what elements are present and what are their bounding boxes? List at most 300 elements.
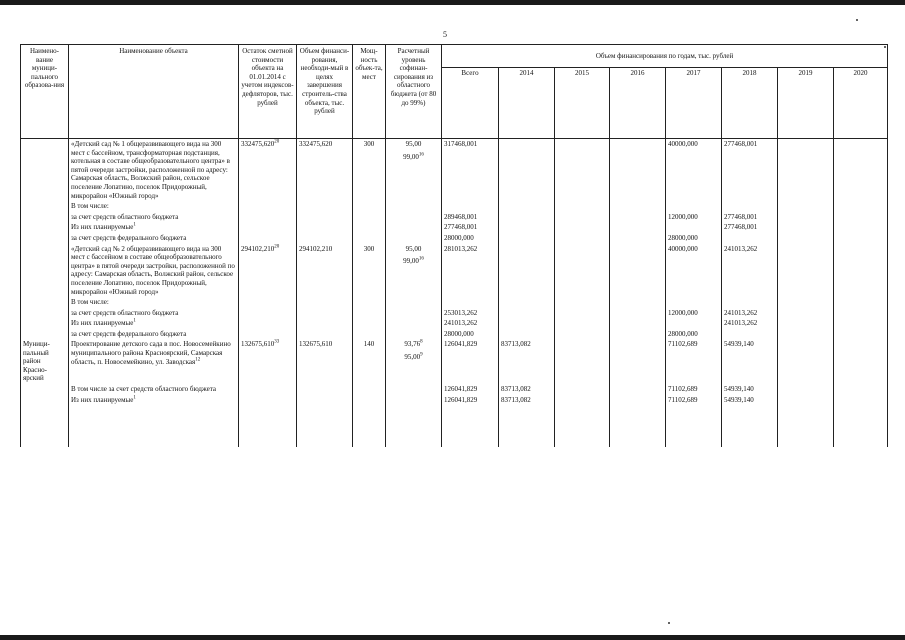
municipality-cell: [21, 318, 69, 329]
object-name-cell: [69, 222, 239, 233]
header-capacity: Мощ-ность объек-та, мест: [353, 45, 386, 139]
year-2015-cell: [555, 212, 610, 223]
object-name-text: за счет средств областного бюджета: [71, 308, 179, 317]
year-2017-text: 12000,000: [668, 308, 698, 317]
header-year-2017: 2017: [666, 68, 722, 139]
object-name-text: Проектирование детского сада в пос. Новосемейкино муниципального района Красноярский, Самарская область, п. Новосемейкино, ул. Заводская: [71, 340, 231, 366]
municipality-cell: [21, 244, 69, 298]
year-2018-cell: [722, 233, 778, 244]
object-name-cell: [69, 297, 239, 308]
municipality-text: Муници-пальный район Красно-ярский: [23, 340, 50, 383]
municipality-cell: [21, 339, 69, 384]
total-cell: [442, 308, 499, 319]
footnote-mark: 9: [420, 352, 423, 358]
object-name-cell: [69, 201, 239, 212]
year-2015-cell: [555, 384, 610, 395]
total-cell: [442, 384, 499, 395]
cofinancing-level-alt: [388, 257, 439, 266]
object-name-cell: [69, 395, 239, 406]
cofinancing-level-alt-text: 95,00: [404, 353, 421, 362]
year-2020-cell: [834, 212, 888, 223]
header-total: Всего: [442, 68, 499, 139]
municipality-cell: [21, 222, 69, 233]
header-year-2014: 2014: [499, 68, 555, 139]
table-row: [21, 201, 888, 212]
financing-table: [20, 44, 888, 447]
year-2014-cell: [499, 297, 555, 308]
total-text: 28000,000: [444, 233, 474, 242]
year-2014-cell: [499, 201, 555, 212]
year-2014-cell: [499, 395, 555, 406]
cofinancing-level-cell: [386, 384, 442, 395]
capacity-cell: [353, 395, 386, 406]
year-2014-text: 83713,082: [501, 340, 531, 349]
municipality-cell: [21, 329, 69, 340]
total-text: 241013,262: [444, 319, 478, 328]
year-2020-cell: [834, 329, 888, 340]
year-2020-cell: [834, 139, 888, 202]
table-row: [21, 297, 888, 308]
object-name-text: «Детский сад № 2 общеразвивающего вида на 300 мест с бассейном в составе общеобразовательного центра» в пятой очереди застройки, расположенной по адресу: Самарская область, Волжский район, сельское поселение Лопатино, поселок Придорожный, микрорайон «Южный город»: [71, 244, 235, 296]
year-2014-cell: [499, 244, 555, 298]
year-2017-text: 40000,000: [668, 244, 698, 253]
remaining-cost-cell: [239, 222, 297, 233]
municipality-cell: [21, 384, 69, 395]
empty-cell: [834, 405, 888, 447]
year-2018-text: 277468,001: [724, 212, 758, 221]
header-year-2016: 2016: [610, 68, 666, 139]
cofinancing-level-alt-text: 99,00: [403, 257, 419, 266]
year-2019-cell: [778, 222, 834, 233]
header-year-2019: 2019: [778, 68, 834, 139]
empty-cell: [297, 405, 353, 447]
object-name-cell: [69, 233, 239, 244]
remaining-cost-cell: [239, 339, 297, 384]
object-name-cell: [69, 139, 239, 202]
year-2018-text: 241013,262: [724, 308, 758, 317]
object-name-cell: [69, 212, 239, 223]
remaining-cost-text: 332475,620: [241, 140, 275, 148]
year-2014-cell: [499, 384, 555, 395]
cofinancing-level-alt-text: 99,00: [403, 152, 419, 161]
total-cell: [442, 244, 499, 298]
year-2018-text: 241013,262: [724, 319, 758, 328]
empty-cell: [353, 405, 386, 447]
footnote-mark: 20: [274, 244, 280, 250]
total-cell: [442, 212, 499, 223]
year-2018-cell: [722, 212, 778, 223]
year-2015-cell: [555, 395, 610, 406]
year-2015-cell: [555, 244, 610, 298]
year-2019-cell: [778, 384, 834, 395]
cofinancing-level-text: 95,00: [405, 140, 422, 148]
scan-speck: [668, 622, 670, 624]
table-body: [21, 139, 888, 448]
capacity-cell: [353, 339, 386, 384]
year-2019-cell: [778, 212, 834, 223]
capacity-cell: [353, 222, 386, 233]
year-2019-cell: [778, 308, 834, 319]
empty-cell: [778, 405, 834, 447]
year-2020-cell: [834, 384, 888, 395]
cofinancing-level-cell: [386, 212, 442, 223]
year-2016-cell: [610, 233, 666, 244]
total-text: 126041,829: [444, 340, 478, 349]
year-2014-cell: [499, 233, 555, 244]
municipality-cell: [21, 233, 69, 244]
footnote-mark: 33: [274, 340, 280, 346]
total-cell: [442, 222, 499, 233]
year-2017-text: 28000,000: [668, 329, 698, 338]
capacity-cell: [353, 244, 386, 298]
year-2020-cell: [834, 339, 888, 384]
total-text: 126041,829: [444, 384, 478, 393]
cofinancing-level-cell: [386, 318, 442, 329]
year-2020-cell: [834, 297, 888, 308]
year-2017-cell: [666, 222, 722, 233]
year-2014-cell: [499, 212, 555, 223]
table-row: [21, 244, 888, 298]
municipality-cell: [21, 308, 69, 319]
financing-volume-text: 332475,620: [299, 140, 333, 148]
header-year-2020: 2020: [834, 68, 888, 139]
remaining-cost-cell: [239, 384, 297, 395]
cofinancing-level-alt: [388, 353, 439, 362]
municipality-cell: [21, 297, 69, 308]
year-2017-cell: [666, 297, 722, 308]
year-2016-cell: [610, 222, 666, 233]
capacity-cell: [353, 233, 386, 244]
year-2019-cell: [778, 395, 834, 406]
year-2018-cell: [722, 318, 778, 329]
capacity-text: 300: [363, 244, 375, 253]
total-cell: [442, 201, 499, 212]
table-row: [21, 308, 888, 319]
year-2019-cell: [778, 339, 834, 384]
table-row: [21, 212, 888, 223]
remaining-cost-cell: [239, 329, 297, 340]
footnote-mark: 8: [420, 340, 423, 346]
total-text: 28000,000: [444, 329, 474, 338]
financing-volume-cell: [297, 384, 353, 395]
total-text: 253013,262: [444, 308, 478, 317]
table-row: [21, 222, 888, 233]
header-year-2015: 2015: [555, 68, 610, 139]
financing-volume-cell: [297, 339, 353, 384]
financing-volume-cell: [297, 139, 353, 202]
header-remaining-cost: Остаток сметной стоимости объекта на 01.01.2014 с учетом индексов-дефляторов, тыс. рублей: [239, 45, 297, 139]
remaining-cost-text: 294102,210: [241, 244, 275, 253]
object-name-text: В том числе:: [71, 202, 109, 211]
header-cofinancing-level: Расчетный уровень софинан-сирования из областного бюджета (от 80 до 99%): [386, 45, 442, 139]
year-2019-cell: [778, 244, 834, 298]
scan-speck: [856, 19, 858, 21]
year-2019-cell: [778, 297, 834, 308]
cofinancing-level-cell: [386, 297, 442, 308]
footnote-mark: 20: [274, 139, 280, 145]
object-name-cell: [69, 244, 239, 298]
year-2017-text: 28000,000: [668, 233, 698, 242]
financing-volume-cell: [297, 395, 353, 406]
cofinancing-level-cell: [386, 244, 442, 298]
table-row: [21, 384, 888, 395]
remaining-cost-cell: [239, 318, 297, 329]
remaining-cost-cell: [239, 233, 297, 244]
capacity-text: 300: [363, 140, 375, 148]
object-name-text: В том числе:: [71, 298, 109, 307]
year-2015-cell: [555, 318, 610, 329]
year-2019-cell: [778, 318, 834, 329]
year-2017-cell: [666, 329, 722, 340]
empty-cell: [610, 405, 666, 447]
table-row: [21, 318, 888, 329]
cofinancing-level-alt: [388, 153, 439, 162]
municipality-cell: [21, 212, 69, 223]
total-cell: [442, 139, 499, 202]
empty-cell: [239, 405, 297, 447]
object-name-cell: [69, 329, 239, 340]
object-name-cell: [69, 308, 239, 319]
remaining-cost-cell: [239, 139, 297, 202]
empty-cell: [722, 405, 778, 447]
scan-edge-top: [0, 0, 905, 5]
year-2016-cell: [610, 297, 666, 308]
empty-cell: [666, 405, 722, 447]
year-2018-text: 54939,140: [724, 384, 754, 393]
cofinancing-level-cell: [386, 339, 442, 384]
footnote-mark: 16: [418, 152, 424, 158]
remaining-cost-cell: [239, 297, 297, 308]
total-cell: [442, 297, 499, 308]
year-2019-cell: [778, 329, 834, 340]
year-2018-cell: [722, 395, 778, 406]
header-by-year-group: Объем финансирования по годам, тыс. рублей: [442, 45, 888, 68]
total-text: 277468,001: [444, 223, 478, 232]
year-2015-cell: [555, 222, 610, 233]
financing-volume-cell: [297, 308, 353, 319]
financing-volume-cell: [297, 244, 353, 298]
capacity-cell: [353, 329, 386, 340]
total-text: 289468,001: [444, 212, 478, 221]
year-2015-cell: [555, 329, 610, 340]
year-2017-text: 12000,000: [668, 212, 698, 221]
header-object-name: Наименование объекта: [69, 45, 239, 139]
object-name-cell: [69, 318, 239, 329]
year-2017-text: 71102,689: [668, 340, 698, 349]
year-2020-cell: [834, 201, 888, 212]
cofinancing-level-text: 95,00: [405, 244, 422, 253]
financing-volume-cell: [297, 212, 353, 223]
year-2014-text: 83713,082: [501, 384, 531, 393]
year-2020-cell: [834, 308, 888, 319]
year-2016-cell: [610, 384, 666, 395]
year-2019-cell: [778, 139, 834, 202]
municipality-cell: [21, 201, 69, 212]
remaining-cost-text: 132675,610: [241, 340, 275, 349]
year-2017-text: 40000,000: [668, 140, 698, 148]
empty-cell: [21, 405, 69, 447]
total-cell: [442, 395, 499, 406]
year-2017-cell: [666, 318, 722, 329]
year-2015-cell: [555, 297, 610, 308]
year-2017-cell: [666, 201, 722, 212]
capacity-cell: [353, 308, 386, 319]
empty-cell: [69, 405, 239, 447]
total-text: 281013,262: [444, 244, 478, 253]
financing-volume-text: 294102,210: [299, 244, 333, 253]
year-2017-cell: [666, 384, 722, 395]
year-2018-cell: [722, 244, 778, 298]
footnote-mark: 1: [133, 318, 136, 324]
year-2017-cell: [666, 244, 722, 298]
year-2016-cell: [610, 201, 666, 212]
object-name-text: «Детский сад № 1 общеразвивающего вида на 300 мест с бассейном, трансформаторная подстанция, котельная в составе общеобразовательного центра» в пятой очереди застройки, расположенной по адресу: Самарская область, Волжский район, сельское поселение Лопатино, поселок Придорожный, микрорайон «Южный город»: [71, 140, 230, 200]
capacity-cell: [353, 297, 386, 308]
total-cell: [442, 318, 499, 329]
scan-edge-bottom: [0, 635, 905, 640]
year-2016-cell: [610, 139, 666, 202]
year-2014-cell: [499, 222, 555, 233]
object-name-text: Из них планируемые: [71, 223, 134, 232]
capacity-cell: [353, 201, 386, 212]
year-2015-cell: [555, 308, 610, 319]
object-name-text: Из них планируемые: [71, 395, 134, 404]
footnote-mark: 16: [418, 256, 424, 262]
financing-volume-text: 132675,610: [299, 340, 333, 349]
year-2020-cell: [834, 395, 888, 406]
year-2016-cell: [610, 395, 666, 406]
year-2014-cell: [499, 329, 555, 340]
year-2017-cell: [666, 139, 722, 202]
year-2016-cell: [610, 339, 666, 384]
financing-volume-cell: [297, 222, 353, 233]
remaining-cost-cell: [239, 201, 297, 212]
total-cell: [442, 233, 499, 244]
year-2019-cell: [778, 233, 834, 244]
year-2017-cell: [666, 308, 722, 319]
empty-cell: [555, 405, 610, 447]
financing-volume-cell: [297, 233, 353, 244]
cofinancing-level-cell: [386, 139, 442, 202]
total-text: 126041,829: [444, 395, 478, 404]
cofinancing-level-cell: [386, 233, 442, 244]
year-2018-text: 241013,262: [724, 244, 758, 253]
year-2017-cell: [666, 212, 722, 223]
year-2018-cell: [722, 297, 778, 308]
cofinancing-level-cell: [386, 395, 442, 406]
cofinancing-level-cell: [386, 222, 442, 233]
year-2017-cell: [666, 395, 722, 406]
footnote-mark: 1: [133, 223, 136, 229]
header-municipality: Наимено-вание муници-пального образова-ния: [21, 45, 69, 139]
year-2018-cell: [722, 339, 778, 384]
empty-cell: [386, 405, 442, 447]
year-2018-cell: [722, 201, 778, 212]
table-row: [21, 329, 888, 340]
financing-volume-cell: [297, 297, 353, 308]
table-header: [21, 45, 888, 139]
year-2015-cell: [555, 233, 610, 244]
empty-cell: [499, 405, 555, 447]
remaining-cost-cell: [239, 308, 297, 319]
year-2016-cell: [610, 318, 666, 329]
year-2014-cell: [499, 318, 555, 329]
object-name-text: за счет средств федерального бюджета: [71, 329, 187, 338]
year-2017-text: 71102,689: [668, 395, 698, 404]
footnote-mark: 12: [195, 357, 201, 363]
object-name-text: В том числе за счет средств областного бюджета: [71, 384, 217, 393]
year-2014-cell: [499, 308, 555, 319]
year-2014-cell: [499, 339, 555, 384]
year-2018-cell: [722, 308, 778, 319]
year-2016-cell: [610, 244, 666, 298]
cofinancing-level-cell: [386, 308, 442, 319]
cofinancing-level-text: 93,76: [404, 340, 421, 349]
financing-volume-cell: [297, 318, 353, 329]
year-2020-cell: [834, 318, 888, 329]
year-2014-text: 83713,082: [501, 395, 531, 404]
year-2014-cell: [499, 139, 555, 202]
total-cell: [442, 329, 499, 340]
year-2018-cell: [722, 139, 778, 202]
page-number: 5: [443, 30, 447, 39]
year-2018-text: 54939,140: [724, 395, 754, 404]
year-2018-cell: [722, 329, 778, 340]
year-2018-text: 277468,001: [724, 223, 758, 232]
municipality-cell: [21, 139, 69, 202]
year-2018-cell: [722, 222, 778, 233]
year-2020-cell: [834, 233, 888, 244]
year-2020-cell: [834, 222, 888, 233]
object-name-text: за счет средств областного бюджета: [71, 212, 179, 221]
header-year-2018: 2018: [722, 68, 778, 139]
empty-cell: [442, 405, 499, 447]
capacity-cell: [353, 212, 386, 223]
cofinancing-level-cell: [386, 201, 442, 212]
remaining-cost-cell: [239, 212, 297, 223]
table-row: [21, 233, 888, 244]
year-2018-text: 277468,001: [724, 140, 758, 148]
remaining-cost-cell: [239, 244, 297, 298]
remaining-cost-cell: [239, 395, 297, 406]
year-2016-cell: [610, 212, 666, 223]
object-name-cell: [69, 384, 239, 395]
object-name-text: за счет средств федерального бюджета: [71, 233, 187, 242]
table-filler-row: [21, 405, 888, 447]
header-financing-volume: Объем финанси-рования, необходи-мый в целях завершения строитель-ства объекта, тыс. рублей: [297, 45, 353, 139]
table-row: [21, 139, 888, 202]
year-2018-text: 54939,140: [724, 340, 754, 349]
year-2017-cell: [666, 233, 722, 244]
financing-volume-cell: [297, 329, 353, 340]
capacity-cell: [353, 384, 386, 395]
year-2016-cell: [610, 329, 666, 340]
total-text: 317468,001: [444, 140, 478, 148]
capacity-cell: [353, 139, 386, 202]
year-2017-cell: [666, 339, 722, 384]
financing-volume-cell: [297, 201, 353, 212]
table-row: [21, 395, 888, 406]
object-name-cell: [69, 339, 239, 384]
year-2016-cell: [610, 308, 666, 319]
year-2019-cell: [778, 201, 834, 212]
capacity-cell: [353, 318, 386, 329]
footnote-mark: 1: [133, 395, 136, 401]
year-2020-cell: [834, 244, 888, 298]
municipality-cell: [21, 395, 69, 406]
total-cell: [442, 339, 499, 384]
year-2017-text: 71102,689: [668, 384, 698, 393]
